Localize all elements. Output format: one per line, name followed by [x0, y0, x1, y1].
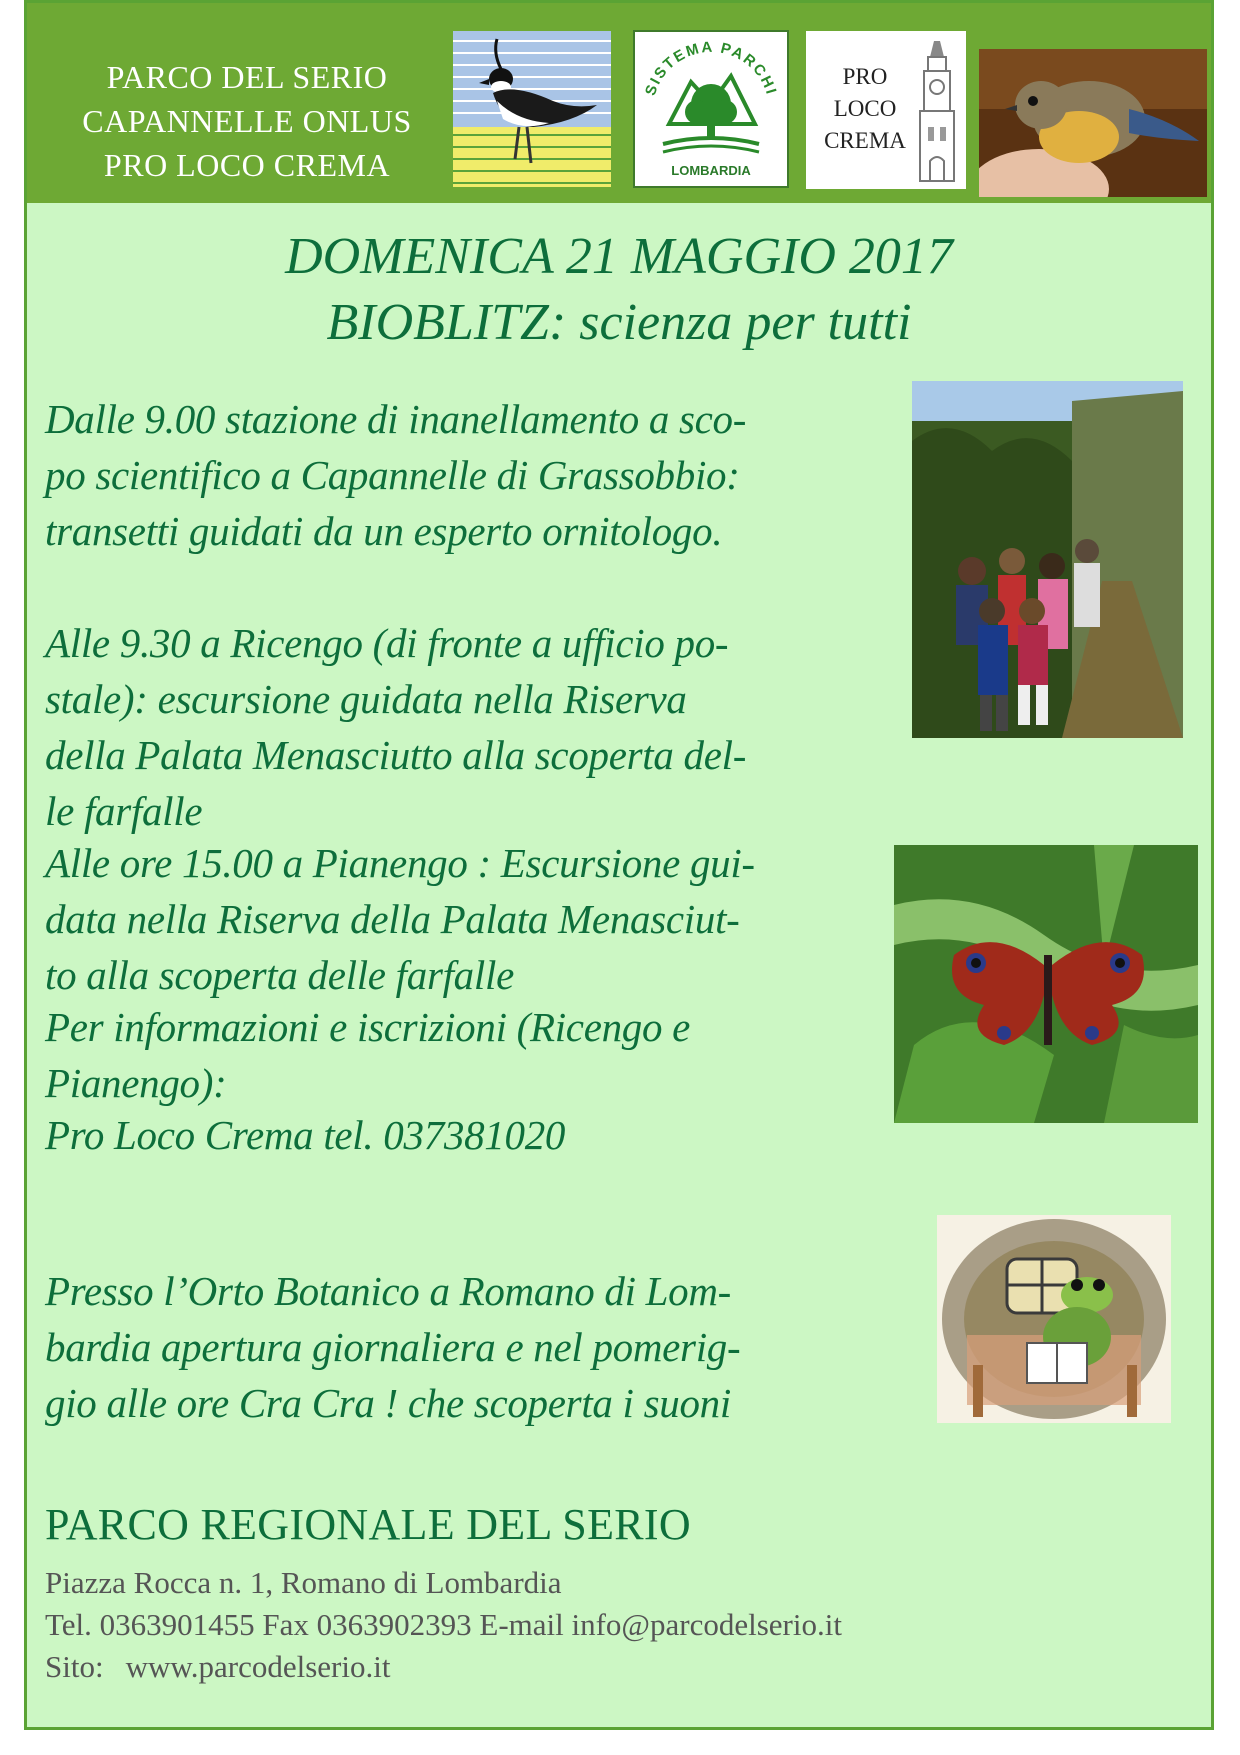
- text-line: po scientifico a Capannelle di Grassobbio:: [45, 452, 740, 498]
- orto-botanico-text: [45, 1263, 740, 1431]
- proloco-line: LOCO: [833, 96, 897, 121]
- butterfly-photo: [894, 845, 1198, 1123]
- pro-loco-crema-logo: [806, 31, 966, 189]
- text-line: transetti guidati da un esperto ornitologo.: [45, 508, 723, 554]
- event-subtitle: BIOBLITZ: scienza per tutti: [326, 294, 912, 351]
- frog-illustration: [937, 1215, 1171, 1423]
- bird-photo: [979, 49, 1207, 197]
- lapwing-logo: [453, 31, 611, 187]
- pianengo-text: [45, 835, 755, 1003]
- text-line: data nella Riserva della Palata Menasciut-: [45, 896, 740, 942]
- ricengo-text: [45, 615, 746, 839]
- text-line: Alle ore 15.00 a Pianengo : Escursione gui-: [45, 840, 755, 886]
- proloco-line: CREMA: [824, 128, 906, 153]
- info-text: [45, 999, 690, 1111]
- header-banner: [27, 3, 1211, 203]
- ringing-station-text: [45, 391, 746, 559]
- text-line: to alla scoperta delle farfalle: [45, 952, 514, 998]
- park-contacts: Tel. 0363901455 Fax 0363902393 E-mail info@parcodelserio.it: [45, 1607, 842, 1642]
- organizer-line: CAPANNELLE ONLUS: [82, 103, 412, 139]
- sistema-parchi-logo: [633, 30, 789, 188]
- site-label: Sito:: [45, 1649, 104, 1684]
- event-date-title: DOMENICA 21 MAGGIO 2017: [285, 228, 953, 285]
- text-line: Presso l’Orto Botanico a Romano di Lom-: [45, 1268, 732, 1314]
- park-name: PARCO REGIONALE DEL SERIO: [45, 1500, 691, 1549]
- proloco-line: PRO: [842, 64, 888, 89]
- text-line: Pro Loco Crema tel. 037381020: [45, 1112, 566, 1158]
- text-line: le farfalle: [45, 788, 203, 834]
- poster: [24, 0, 1214, 1730]
- site-link[interactable]: www.parcodelserio.it: [125, 1649, 391, 1684]
- text-line: gio alle ore Cra Cra ! che scoperta i suoni: [45, 1380, 731, 1426]
- organizer-line: PARCO DEL SERIO: [106, 59, 388, 95]
- parchi-top-text: SISTEMA PARCHI: [642, 38, 780, 98]
- organizers: [37, 55, 457, 187]
- text-line: Dalle 9.00 stazione di inanellamento a sco-: [45, 396, 747, 442]
- text-line: della Palata Menasciutto alla scoperta del-: [45, 732, 747, 778]
- group-excursion-photo: [912, 381, 1183, 738]
- park-website: [45, 1649, 390, 1685]
- text-line: Per informazioni e iscrizioni (Ricengo e: [45, 1004, 691, 1050]
- tower-icon: [914, 37, 964, 187]
- organizer-line: PRO LOCO CREMA: [103, 147, 391, 183]
- text-line: stale): escursione guidata nella Riserva: [45, 676, 687, 722]
- text-line: bardia apertura giornaliera e nel pomerig-: [45, 1324, 741, 1370]
- proloco-logo-text: [810, 61, 920, 157]
- parchi-bottom-text: LOMBARDIA: [671, 163, 751, 178]
- pro-loco-phone: [45, 1107, 565, 1163]
- park-address: Piazza Rocca n. 1, Romano di Lombardia: [45, 1565, 562, 1600]
- text-line: Pianengo):: [45, 1060, 227, 1106]
- text-line: Alle 9.30 a Ricengo (di fronte a ufficio po-: [45, 620, 729, 666]
